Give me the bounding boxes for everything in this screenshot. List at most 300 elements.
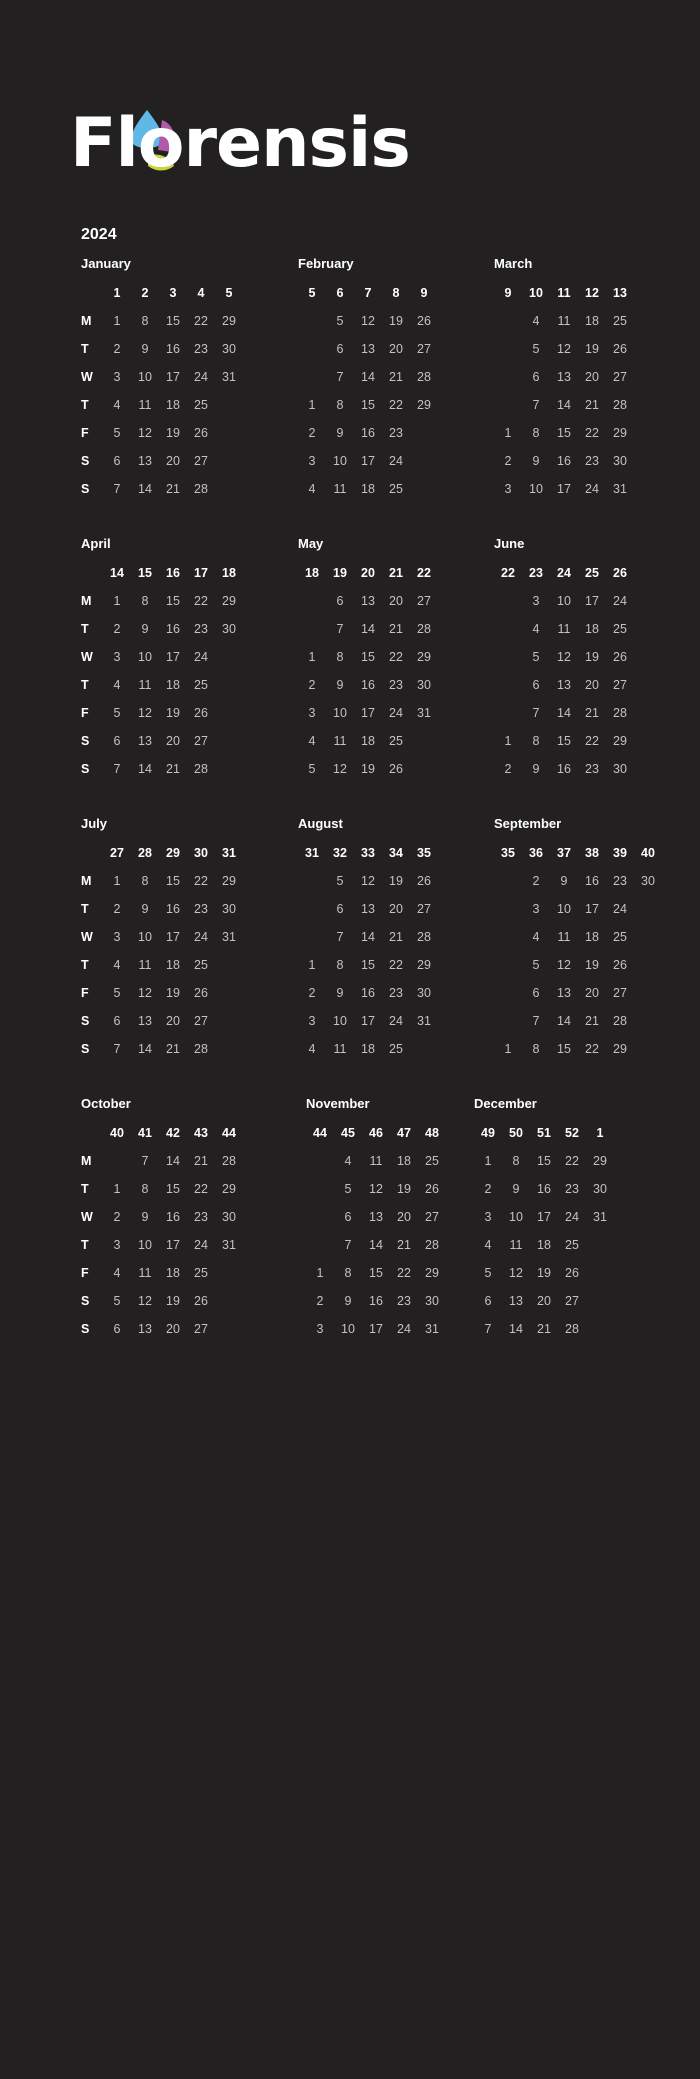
week-number: 33 [361, 846, 375, 860]
day-cell: 24 [613, 902, 627, 916]
day-cell: 30 [613, 762, 627, 776]
day-cell: 27 [613, 986, 627, 1000]
day-cell: 23 [585, 762, 599, 776]
day-cell: 6 [113, 1322, 121, 1336]
day-cell: 12 [138, 706, 152, 720]
day-cell: 3 [532, 594, 540, 608]
day-cell: 22 [389, 398, 403, 412]
day-cell: 24 [194, 650, 208, 664]
day-cell: 27 [417, 902, 431, 916]
day-cell: 18 [361, 734, 375, 748]
month-name: February [298, 256, 354, 271]
day-cell: 30 [222, 342, 236, 356]
weekday-label: S [81, 1042, 90, 1056]
day-cell: 6 [532, 678, 540, 692]
week-number: 1 [113, 286, 121, 300]
day-cell: 18 [397, 1154, 411, 1168]
day-cell: 15 [361, 650, 375, 664]
day-cell: 1 [308, 650, 316, 664]
day-cell: 27 [425, 1210, 439, 1224]
day-cell: 30 [425, 1294, 439, 1308]
day-cell: 8 [141, 874, 149, 888]
day-cell: 5 [113, 1294, 121, 1308]
day-cell: 15 [166, 874, 180, 888]
day-cell: 14 [369, 1238, 383, 1252]
day-cell: 9 [336, 426, 344, 440]
week-number: 20 [361, 566, 375, 580]
day-cell: 2 [504, 454, 512, 468]
day-cell: 18 [166, 958, 180, 972]
day-cell: 12 [333, 762, 347, 776]
day-cell: 22 [389, 958, 403, 972]
day-cell: 10 [138, 1238, 152, 1252]
week-number: 30 [194, 846, 208, 860]
day-cell: 4 [113, 398, 121, 412]
day-cell: 1 [504, 1042, 512, 1056]
day-cell: 3 [504, 482, 512, 496]
day-cell: 4 [113, 958, 121, 972]
day-cell: 1 [113, 1182, 121, 1196]
day-cell: 30 [222, 622, 236, 636]
weekday-label: T [81, 622, 89, 636]
day-cell: 11 [557, 622, 571, 636]
day-cell: 24 [194, 930, 208, 944]
day-cell: 24 [397, 1322, 411, 1336]
florensis-logo [70, 100, 410, 190]
day-cell: 25 [194, 678, 208, 692]
day-cell: 10 [509, 1210, 523, 1224]
weekday-label: F [81, 986, 89, 1000]
weekday-label: S [81, 1294, 90, 1308]
day-cell: 27 [194, 1322, 208, 1336]
day-cell: 30 [417, 986, 431, 1000]
day-cell: 7 [532, 706, 540, 720]
week-number: 36 [529, 846, 543, 860]
day-cell: 14 [509, 1322, 523, 1336]
weekday-label: T [81, 678, 89, 692]
day-cell: 2 [113, 622, 121, 636]
day-cell: 23 [389, 426, 403, 440]
day-cell: 4 [308, 482, 316, 496]
day-cell: 6 [113, 454, 121, 468]
day-cell: 5 [308, 762, 316, 776]
day-cell: 14 [361, 370, 375, 384]
day-cell: 13 [557, 678, 571, 692]
week-number: 50 [509, 1126, 523, 1140]
day-cell: 9 [532, 454, 540, 468]
day-cell: 12 [509, 1266, 523, 1280]
day-cell: 12 [138, 986, 152, 1000]
day-cell: 31 [425, 1322, 439, 1336]
day-cell: 15 [557, 426, 571, 440]
day-cell: 15 [537, 1154, 551, 1168]
month-name: September [494, 816, 562, 831]
day-cell: 14 [361, 622, 375, 636]
day-cell: 3 [113, 370, 121, 384]
day-cell: 26 [194, 706, 208, 720]
week-number: 11 [557, 286, 571, 300]
day-cell: 8 [532, 1042, 540, 1056]
day-cell: 13 [361, 594, 375, 608]
week-number: 23 [529, 566, 543, 580]
day-cell: 22 [565, 1154, 579, 1168]
week-number: 24 [557, 566, 571, 580]
day-cell: 22 [585, 426, 599, 440]
day-cell: 4 [113, 1266, 121, 1280]
day-cell: 17 [166, 370, 180, 384]
week-number: 44 [222, 1126, 236, 1140]
day-cell: 15 [361, 398, 375, 412]
day-cell: 26 [194, 426, 208, 440]
day-cell: 29 [222, 874, 236, 888]
day-cell: 8 [336, 958, 344, 972]
day-cell: 23 [194, 902, 208, 916]
day-cell: 24 [389, 1014, 403, 1028]
day-cell: 9 [532, 762, 540, 776]
day-cell: 21 [166, 482, 180, 496]
week-number: 31 [222, 846, 236, 860]
day-cell: 22 [194, 874, 208, 888]
day-cell: 27 [613, 678, 627, 692]
day-cell: 31 [613, 482, 627, 496]
day-cell: 4 [484, 1238, 492, 1252]
day-cell: 25 [613, 930, 627, 944]
day-cell: 5 [344, 1182, 352, 1196]
week-number: 40 [641, 846, 655, 860]
day-cell: 2 [113, 1210, 121, 1224]
weekday-label: F [81, 706, 89, 720]
day-cell: 27 [194, 454, 208, 468]
month-name: October [81, 1096, 131, 1111]
day-cell: 28 [425, 1238, 439, 1252]
week-number: 17 [194, 566, 208, 580]
weekday-label: T [81, 1182, 89, 1196]
day-cell: 11 [557, 930, 571, 944]
weekday-label: S [81, 454, 90, 468]
day-cell: 3 [113, 650, 121, 664]
day-cell: 30 [593, 1182, 607, 1196]
day-cell: 17 [361, 706, 375, 720]
day-cell: 28 [417, 930, 431, 944]
week-number: 34 [389, 846, 403, 860]
week-number: 19 [333, 566, 347, 580]
day-cell: 29 [417, 650, 431, 664]
week-number: 9 [504, 286, 512, 300]
weekday-label: S [81, 482, 90, 496]
month-name: December [474, 1096, 537, 1111]
day-cell: 10 [341, 1322, 355, 1336]
month-name: April [81, 536, 111, 551]
day-cell: 28 [565, 1322, 579, 1336]
day-cell: 26 [613, 650, 627, 664]
day-cell: 3 [308, 706, 316, 720]
day-cell: 10 [557, 902, 571, 916]
day-cell: 21 [585, 706, 599, 720]
week-number: 12 [585, 286, 599, 300]
day-cell: 26 [425, 1182, 439, 1196]
week-number: 18 [222, 566, 236, 580]
day-cell: 27 [194, 734, 208, 748]
day-cell: 16 [369, 1294, 383, 1308]
day-cell: 10 [333, 454, 347, 468]
day-cell: 5 [113, 706, 121, 720]
day-cell: 18 [361, 1042, 375, 1056]
day-cell: 28 [194, 1042, 208, 1056]
weekday-label: W [81, 650, 93, 664]
day-cell: 26 [417, 314, 431, 328]
day-cell: 13 [138, 1014, 152, 1028]
day-cell: 18 [585, 314, 599, 328]
day-cell: 6 [532, 986, 540, 1000]
day-cell: 16 [361, 426, 375, 440]
week-number: 52 [565, 1126, 579, 1140]
day-cell: 25 [194, 1266, 208, 1280]
day-cell: 14 [166, 1154, 180, 1168]
day-cell: 3 [484, 1210, 492, 1224]
week-number: 49 [481, 1126, 495, 1140]
day-cell: 2 [113, 902, 121, 916]
week-number: 47 [397, 1126, 411, 1140]
day-cell: 14 [138, 482, 152, 496]
day-cell: 22 [585, 1042, 599, 1056]
day-cell: 6 [532, 370, 540, 384]
week-number: 3 [169, 286, 177, 300]
day-cell: 19 [389, 874, 403, 888]
day-cell: 1 [316, 1266, 324, 1280]
brand-name: Florensis [70, 104, 410, 183]
day-cell: 6 [336, 594, 344, 608]
day-cell: 24 [194, 370, 208, 384]
day-cell: 24 [194, 1238, 208, 1252]
week-number: 46 [369, 1126, 383, 1140]
day-cell: 20 [389, 342, 403, 356]
weekday-label: M [81, 594, 92, 608]
day-cell: 29 [222, 314, 236, 328]
day-cell: 11 [138, 398, 152, 412]
day-cell: 24 [389, 454, 403, 468]
day-cell: 29 [593, 1154, 607, 1168]
day-cell: 29 [613, 1042, 627, 1056]
month-name: January [81, 256, 131, 271]
day-cell: 5 [336, 314, 344, 328]
day-cell: 12 [138, 426, 152, 440]
day-cell: 2 [308, 426, 316, 440]
month-name: May [298, 536, 324, 551]
day-cell: 26 [194, 1294, 208, 1308]
week-number: 35 [501, 846, 515, 860]
day-cell: 4 [113, 678, 121, 692]
day-cell: 12 [557, 650, 571, 664]
weekday-label: M [81, 314, 92, 328]
day-cell: 5 [532, 958, 540, 972]
day-cell: 15 [369, 1266, 383, 1280]
day-cell: 29 [417, 398, 431, 412]
day-cell: 8 [336, 398, 344, 412]
day-cell: 19 [537, 1266, 551, 1280]
day-cell: 1 [504, 426, 512, 440]
day-cell: 13 [509, 1294, 523, 1308]
day-cell: 16 [166, 342, 180, 356]
week-number: 25 [585, 566, 599, 580]
day-cell: 19 [361, 762, 375, 776]
day-cell: 3 [316, 1322, 324, 1336]
day-cell: 11 [138, 958, 152, 972]
month-name: August [298, 816, 343, 831]
day-cell: 25 [194, 958, 208, 972]
day-cell: 5 [532, 342, 540, 356]
weekday-label: S [81, 1014, 90, 1028]
weekday-label: W [81, 930, 93, 944]
day-cell: 18 [585, 930, 599, 944]
day-cell: 8 [532, 734, 540, 748]
day-cell: 17 [361, 454, 375, 468]
day-cell: 1 [113, 314, 121, 328]
day-cell: 10 [557, 594, 571, 608]
week-number: 5 [225, 286, 233, 300]
day-cell: 11 [333, 1042, 347, 1056]
day-cell: 19 [585, 958, 599, 972]
week-number: 10 [529, 286, 543, 300]
day-cell: 12 [557, 342, 571, 356]
day-cell: 18 [361, 482, 375, 496]
day-cell: 9 [512, 1182, 520, 1196]
day-cell: 7 [344, 1238, 352, 1252]
day-cell: 11 [557, 314, 571, 328]
day-cell: 18 [537, 1238, 551, 1252]
day-cell: 3 [113, 930, 121, 944]
weekday-label: T [81, 342, 89, 356]
day-cell: 20 [585, 370, 599, 384]
day-cell: 8 [141, 1182, 149, 1196]
day-cell: 29 [222, 594, 236, 608]
day-cell: 2 [308, 678, 316, 692]
day-cell: 15 [166, 1182, 180, 1196]
month-name: November [306, 1096, 370, 1111]
day-cell: 19 [166, 1294, 180, 1308]
day-cell: 19 [585, 342, 599, 356]
day-cell: 28 [417, 622, 431, 636]
day-cell: 28 [194, 482, 208, 496]
day-cell: 10 [529, 482, 543, 496]
week-number: 18 [305, 566, 319, 580]
weekday-label: S [81, 734, 90, 748]
week-number: 32 [333, 846, 347, 860]
day-cell: 21 [397, 1238, 411, 1252]
day-cell: 10 [138, 930, 152, 944]
day-cell: 8 [141, 594, 149, 608]
day-cell: 21 [389, 622, 403, 636]
day-cell: 25 [389, 734, 403, 748]
day-cell: 10 [333, 1014, 347, 1028]
day-cell: 25 [565, 1238, 579, 1252]
day-cell: 4 [532, 930, 540, 944]
day-cell: 31 [222, 930, 236, 944]
day-cell: 28 [613, 398, 627, 412]
day-cell: 13 [557, 986, 571, 1000]
day-cell: 1 [484, 1154, 492, 1168]
week-number: 14 [110, 566, 124, 580]
week-number: 42 [166, 1126, 180, 1140]
day-cell: 29 [417, 958, 431, 972]
day-cell: 13 [361, 902, 375, 916]
day-cell: 28 [613, 1014, 627, 1028]
calendar-year: 2024 [81, 226, 117, 243]
day-cell: 6 [336, 902, 344, 916]
day-cell: 12 [361, 874, 375, 888]
week-number: 7 [364, 286, 372, 300]
week-number: 43 [194, 1126, 208, 1140]
day-cell: 2 [504, 762, 512, 776]
day-cell: 16 [585, 874, 599, 888]
day-cell: 16 [557, 454, 571, 468]
day-cell: 22 [397, 1266, 411, 1280]
day-cell: 6 [336, 342, 344, 356]
day-cell: 30 [222, 1210, 236, 1224]
day-cell: 19 [585, 650, 599, 664]
day-cell: 25 [389, 1042, 403, 1056]
day-cell: 23 [585, 454, 599, 468]
day-cell: 26 [417, 874, 431, 888]
day-cell: 17 [557, 482, 571, 496]
weekday-label: W [81, 1210, 93, 1224]
day-cell: 7 [113, 762, 121, 776]
day-cell: 21 [389, 930, 403, 944]
day-cell: 7 [532, 1014, 540, 1028]
day-cell: 12 [138, 1294, 152, 1308]
day-cell: 17 [166, 650, 180, 664]
day-cell: 25 [613, 314, 627, 328]
day-cell: 11 [509, 1238, 523, 1252]
day-cell: 4 [308, 1042, 316, 1056]
day-cell: 9 [560, 874, 568, 888]
day-cell: 21 [585, 398, 599, 412]
day-cell: 14 [557, 1014, 571, 1028]
day-cell: 19 [166, 706, 180, 720]
day-cell: 29 [222, 1182, 236, 1196]
day-cell: 8 [532, 426, 540, 440]
day-cell: 26 [565, 1266, 579, 1280]
weekday-label: T [81, 398, 89, 412]
day-cell: 22 [585, 734, 599, 748]
day-cell: 20 [537, 1294, 551, 1308]
day-cell: 4 [532, 314, 540, 328]
weekday-label: F [81, 426, 89, 440]
day-cell: 7 [484, 1322, 492, 1336]
day-cell: 8 [512, 1154, 520, 1168]
week-number: 21 [389, 566, 403, 580]
day-cell: 23 [397, 1294, 411, 1308]
day-cell: 8 [344, 1266, 352, 1280]
day-cell: 26 [389, 762, 403, 776]
weekday-label: F [81, 1266, 89, 1280]
day-cell: 12 [361, 314, 375, 328]
day-cell: 12 [369, 1182, 383, 1196]
week-number: 4 [197, 286, 205, 300]
day-cell: 18 [166, 678, 180, 692]
day-cell: 25 [389, 482, 403, 496]
day-cell: 7 [532, 398, 540, 412]
day-cell: 28 [417, 370, 431, 384]
day-cell: 2 [308, 986, 316, 1000]
day-cell: 19 [166, 986, 180, 1000]
week-number: 27 [110, 846, 124, 860]
day-cell: 16 [166, 1210, 180, 1224]
day-cell: 31 [417, 706, 431, 720]
week-number: 38 [585, 846, 599, 860]
day-cell: 22 [194, 314, 208, 328]
day-cell: 9 [141, 1210, 149, 1224]
day-cell: 18 [585, 622, 599, 636]
